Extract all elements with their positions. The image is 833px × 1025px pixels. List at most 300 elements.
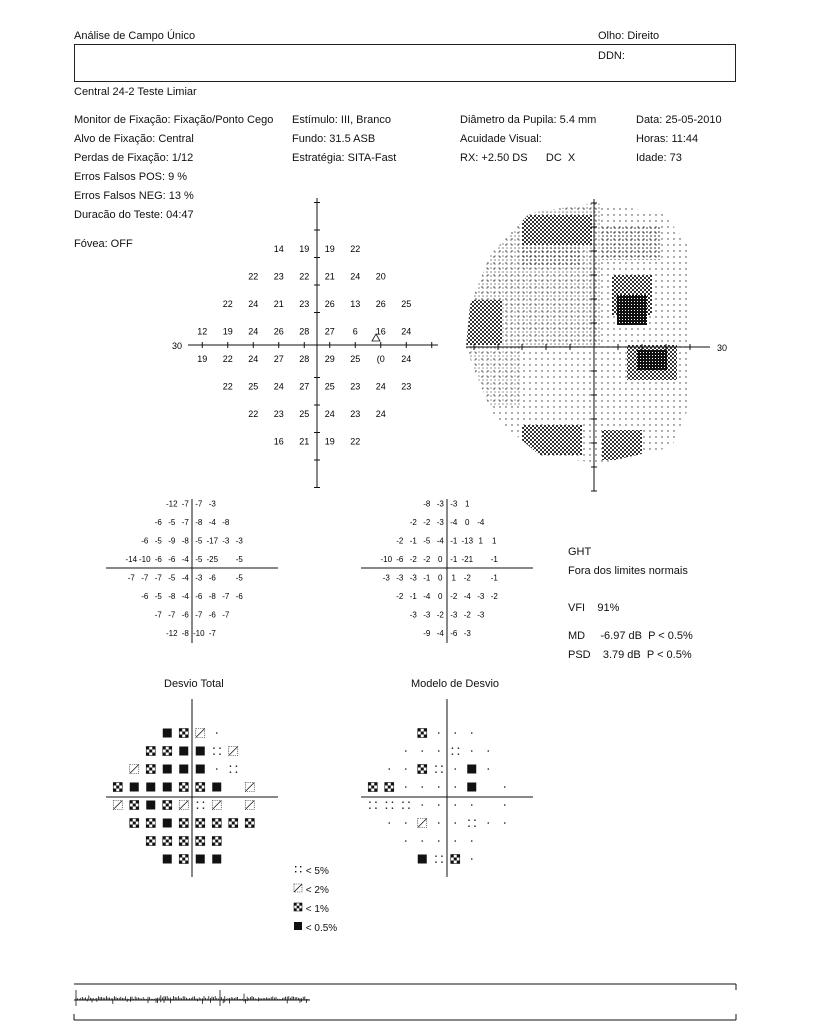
normal-dot (438, 804, 440, 806)
normal-dot (454, 732, 456, 734)
deviation-value: -12 (165, 628, 178, 638)
probability-symbol (163, 837, 172, 846)
deviation-value: 1 (451, 573, 456, 583)
deviation-value: -5 (154, 536, 162, 546)
probability-symbol (245, 801, 254, 810)
probability-symbol (213, 748, 220, 755)
probability-symbol (130, 783, 139, 792)
probability-symbol (113, 801, 122, 810)
normal-dot (471, 858, 473, 860)
threshold-value: 23 (273, 408, 284, 419)
probability-symbol (163, 801, 172, 810)
deviation-value: -2 (409, 554, 417, 564)
deviation-value: -3 (450, 499, 458, 509)
total-deviation-title: Desvio Total (164, 678, 224, 690)
deviation-value: -3 (235, 536, 243, 546)
ght-label: GHT (568, 546, 592, 558)
deviation-value: -3 (477, 610, 485, 620)
threshold-value: 16 (273, 436, 284, 447)
probability-symbol (179, 729, 188, 738)
threshold-value: 29 (324, 353, 335, 364)
normal-dot (471, 840, 473, 842)
probability-symbol (212, 801, 221, 810)
threshold-value: 22 (248, 408, 259, 419)
deviation-value: -6 (195, 591, 203, 601)
normal-dot (405, 840, 407, 842)
meta-strategy: Estratégia: SITA-Fast (292, 152, 397, 164)
threshold-value: 13 (350, 298, 361, 309)
meta-acuity: Acuidade Visual: (460, 133, 542, 145)
deviation-value: -13 (461, 536, 474, 546)
probability-symbol (179, 765, 188, 774)
probability-symbol (163, 783, 172, 792)
meta-fixation-monitor: Monitor de Fixação: Fixação/Ponto Cego (74, 114, 274, 126)
normal-dot (405, 822, 407, 824)
threshold-value: 22 (222, 381, 233, 392)
threshold-value: 26 (273, 326, 284, 337)
meta-date: Data: 25-05-2010 (636, 114, 722, 126)
threshold-value: 6 (352, 326, 358, 337)
threshold-value: 23 (350, 408, 361, 419)
probability-symbol (179, 855, 188, 864)
probability-symbol (146, 819, 155, 828)
patient-box (74, 44, 736, 82)
threshold-value: 22 (222, 298, 233, 309)
normal-dot (421, 840, 423, 842)
normal-dot (421, 804, 423, 806)
deviation-value: -1 (409, 536, 417, 546)
meta-time: Horas: 11:44 (636, 133, 699, 145)
deviation-value: -10 (380, 554, 393, 564)
threshold-value: 24 (401, 353, 412, 364)
deviation-value: -6 (168, 554, 176, 564)
report-title: Análise de Campo Único (74, 30, 196, 42)
vfi-value: VFI 91% (568, 602, 620, 614)
meta-background: Fundo: 31.5 ASB (292, 133, 376, 145)
normal-dot (454, 822, 456, 824)
probability-symbol (130, 801, 139, 810)
deviation-value: -5 (195, 536, 203, 546)
probability-legend (293, 862, 337, 938)
deviation-value: 0 (438, 554, 443, 564)
md-value: MD -6.97 dB P < 0.5% (568, 630, 693, 642)
legend-label: < 2% (305, 885, 329, 896)
threshold-value: 21 (273, 298, 284, 309)
deviation-value: -2 (463, 610, 471, 620)
deviation-value: 0 (438, 573, 443, 583)
probability-symbol (179, 783, 188, 792)
normal-dot (438, 822, 440, 824)
normal-dot (438, 840, 440, 842)
gaze-tracking-strip (70, 980, 750, 1025)
probability-symbol (163, 747, 172, 756)
normal-dot (421, 786, 423, 788)
probability-symbol (418, 855, 427, 864)
deviation-value: -4 (181, 554, 189, 564)
deviation-value: -4 (450, 517, 458, 527)
pattern-deviation-probability (355, 695, 540, 880)
deviation-value: -4 (477, 517, 485, 527)
threshold-value: 24 (273, 381, 284, 392)
deviation-value: -3 (382, 573, 390, 583)
deviation-value: -1 (490, 554, 498, 564)
deviation-value: -4 (181, 573, 189, 583)
deviation-value: -7 (181, 517, 189, 527)
threshold-map (160, 190, 450, 495)
probability-symbol (212, 855, 221, 864)
deviation-value: 1 (465, 499, 470, 509)
deviation-value: 1 (478, 536, 483, 546)
deviation-value: -9 (168, 536, 176, 546)
deviation-value: -1 (450, 536, 458, 546)
deviation-value: 0 (438, 591, 443, 601)
probability-symbol (196, 783, 205, 792)
probability-symbol (245, 783, 254, 792)
deviation-value: -3 (396, 573, 404, 583)
deviation-value: -3 (409, 610, 417, 620)
normal-dot (438, 786, 440, 788)
deviation-value: -3 (222, 536, 230, 546)
threshold-value: 25 (401, 298, 412, 309)
deviation-value: -2 (463, 573, 471, 583)
deviation-value: -6 (154, 554, 162, 564)
probability-symbol (212, 783, 221, 792)
deviation-value: -7 (222, 591, 230, 601)
deviation-value: -4 (436, 536, 444, 546)
meta-fixation-target: Alvo de Fixação: Central (74, 133, 194, 145)
deviation-value: -2 (490, 591, 498, 601)
deviation-value: -6 (181, 610, 189, 620)
meta-false-neg: Erros Falsos NEG: 13 % (74, 190, 194, 202)
probability-symbol (467, 765, 476, 774)
threshold-value: 14 (273, 243, 284, 254)
deviation-value: -4 (463, 591, 471, 601)
pattern-deviation-values (355, 495, 540, 645)
deviation-value: -6 (141, 536, 149, 546)
deviation-value: -8 (222, 517, 230, 527)
axis-label-right: 30 (717, 343, 728, 353)
meta-col-2 (292, 111, 396, 168)
axis-label-left: 30 (172, 341, 183, 351)
deviation-value: -7 (154, 573, 162, 583)
probability-symbol (435, 856, 442, 863)
legend-heavy-icon (293, 902, 303, 912)
probability-symbol (369, 802, 376, 809)
deviation-value: -7 (195, 499, 203, 509)
threshold-value: 28 (299, 326, 310, 337)
probability-symbol (368, 783, 377, 792)
total-deviation-values (100, 495, 285, 645)
meta-age: Idade: 73 (636, 152, 682, 164)
probability-symbol (386, 802, 393, 809)
threshold-value: 22 (248, 271, 259, 282)
probability-symbol (146, 837, 155, 846)
threshold-value: 24 (248, 353, 259, 364)
deviation-value: -3 (423, 610, 431, 620)
deviation-value: -4 (181, 591, 189, 601)
probability-symbol (245, 819, 254, 828)
probability-symbol (146, 783, 155, 792)
deviation-value: -9 (423, 628, 431, 638)
probability-symbol (467, 783, 476, 792)
deviation-value: -3 (195, 573, 203, 583)
deviation-value: -2 (423, 517, 431, 527)
threshold-value: 12 (197, 326, 208, 337)
probability-symbol (146, 801, 155, 810)
legend-item-1pct (293, 900, 337, 919)
deviation-value: -2 (450, 591, 458, 601)
pattern-deviation-title: Modelo de Desvio (411, 678, 500, 690)
deviation-value: -4 (436, 628, 444, 638)
deviation-value: -4 (208, 517, 216, 527)
probability-symbol (418, 729, 427, 738)
normal-dot (487, 768, 489, 770)
deviation-value: -2 (396, 591, 404, 601)
normal-dot (471, 732, 473, 734)
threshold-value: 25 (350, 353, 361, 364)
threshold-value: 19 (222, 326, 233, 337)
probability-symbol (230, 766, 237, 773)
ddn-label: DDN: (598, 50, 625, 62)
threshold-value: 24 (248, 298, 259, 309)
deviation-value: -21 (461, 554, 474, 564)
probability-symbol (163, 855, 172, 864)
probability-symbol (179, 819, 188, 828)
meta-col-3 (460, 111, 596, 168)
psd-value: PSD 3.79 dB P < 0.5% (568, 649, 692, 661)
threshold-value: 21 (324, 271, 335, 282)
deviation-value: -4 (423, 591, 431, 601)
probability-symbol (179, 801, 188, 810)
normal-dot (438, 732, 440, 734)
probability-symbol (163, 729, 172, 738)
deviation-value: -8 (181, 536, 189, 546)
deviation-value: -1 (409, 591, 417, 601)
deviation-value: -5 (235, 554, 243, 564)
threshold-value: 24 (375, 381, 386, 392)
deviation-value: -3 (409, 573, 417, 583)
deviation-value: -1 (450, 554, 458, 564)
deviation-value: -6 (208, 610, 216, 620)
deviation-value: -5 (154, 591, 162, 601)
threshold-value: 22 (350, 243, 361, 254)
normal-dot (216, 768, 218, 770)
deviation-value: -8 (423, 499, 431, 509)
deviation-value: -6 (450, 628, 458, 638)
probability-symbol (229, 819, 238, 828)
probability-symbol (229, 747, 238, 756)
deviation-value: -10 (192, 628, 205, 638)
probability-symbol (294, 903, 302, 911)
probability-symbol (418, 819, 427, 828)
threshold-value: 25 (299, 408, 310, 419)
probability-symbol (196, 837, 205, 846)
threshold-value: 23 (401, 381, 412, 392)
legend-label: < 1% (305, 904, 329, 915)
deviation-value: -2 (423, 554, 431, 564)
threshold-value: 22 (222, 353, 233, 364)
normal-dot (504, 786, 506, 788)
normal-dot (216, 732, 218, 734)
deviation-value: -3 (463, 628, 471, 638)
threshold-value: 27 (299, 381, 310, 392)
probability-symbol (130, 765, 139, 774)
probability-symbol (179, 747, 188, 756)
threshold-value: 19 (299, 243, 310, 254)
normal-dot (438, 750, 440, 752)
deviation-value: -6 (208, 573, 216, 583)
probability-symbol (146, 765, 155, 774)
probability-symbol (196, 729, 205, 738)
deviation-value: -6 (154, 517, 162, 527)
threshold-value: 26 (324, 298, 335, 309)
deviation-value: -7 (168, 610, 176, 620)
normal-dot (487, 822, 489, 824)
deviation-value: -2 (409, 517, 417, 527)
probability-symbol (196, 855, 205, 864)
meta-false-pos: Erros Falsos POS: 9 % (74, 171, 188, 183)
deviation-value: -7 (208, 628, 216, 638)
deviation-value: -2 (396, 536, 404, 546)
legend-item-2pct (293, 881, 337, 900)
normal-dot (471, 804, 473, 806)
meta-col-4 (636, 111, 722, 168)
deviation-value: -7 (127, 573, 135, 583)
deviation-value: -7 (141, 573, 149, 583)
threshold-value: 24 (248, 326, 259, 337)
legend-black-icon (293, 921, 303, 931)
deviation-value: -8 (208, 591, 216, 601)
meta-rx: RX: +2.50 DS DC X (460, 152, 576, 164)
probability-symbol (163, 819, 172, 828)
deviation-value: -6 (396, 554, 404, 564)
probability-symbol (294, 922, 302, 930)
meta-fovea: Fóvea: OFF (74, 238, 133, 250)
probability-symbol (418, 765, 427, 774)
threshold-value: 23 (350, 381, 361, 392)
probability-symbol (179, 837, 188, 846)
normal-dot (471, 750, 473, 752)
threshold-value: 27 (324, 326, 335, 337)
threshold-value: 22 (299, 271, 310, 282)
deviation-value: -6 (141, 591, 149, 601)
deviation-value: -2 (436, 610, 444, 620)
deviation-value: -8 (195, 517, 203, 527)
threshold-value: 21 (299, 436, 310, 447)
normal-dot (405, 750, 407, 752)
threshold-value: 25 (248, 381, 259, 392)
normal-dot (405, 786, 407, 788)
threshold-value: 19 (197, 353, 208, 364)
threshold-value: 25 (324, 381, 335, 392)
threshold-value: 24 (324, 408, 335, 419)
threshold-value: 22 (350, 436, 361, 447)
normal-dot (388, 768, 390, 770)
legend-label: < 5% (305, 866, 329, 877)
threshold-value: 19 (324, 243, 335, 254)
deviation-value: -5 (195, 554, 203, 564)
ght-value: Fora dos limites normais (568, 565, 688, 577)
deviation-value: -5 (168, 573, 176, 583)
deviation-value: -10 (138, 554, 151, 564)
meta-stimulus: Estímulo: III, Branco (292, 114, 392, 126)
test-name: Central 24-2 Teste Limiar (74, 86, 197, 98)
probability-symbol (130, 819, 139, 828)
probability-symbol (452, 748, 459, 755)
threshold-value: 20 (375, 271, 386, 282)
deviation-value: -5 (235, 573, 243, 583)
deviation-value: -25 (206, 554, 219, 564)
threshold-value: (0 (376, 353, 385, 364)
probability-symbol (294, 884, 302, 892)
probability-symbol (385, 783, 394, 792)
deviation-value: -7 (195, 610, 203, 620)
legend-item-5pct (293, 862, 337, 881)
probability-symbol (435, 766, 442, 773)
probability-symbol (146, 747, 155, 756)
deviation-value: 0 (465, 517, 470, 527)
normal-dot (487, 750, 489, 752)
deviation-value: -5 (168, 517, 176, 527)
probability-symbol (197, 802, 204, 809)
deviation-value: -5 (423, 536, 431, 546)
normal-dot (454, 768, 456, 770)
grayscale-map (462, 195, 742, 495)
threshold-value: 16 (375, 326, 386, 337)
probability-symbol (451, 855, 460, 864)
probability-symbol (196, 747, 205, 756)
deviation-value: -6 (235, 591, 243, 601)
threshold-value: 23 (299, 298, 310, 309)
deviation-value: -3 (436, 517, 444, 527)
probability-symbol (402, 802, 409, 809)
normal-dot (454, 840, 456, 842)
normal-dot (405, 768, 407, 770)
total-deviation-probability (100, 695, 285, 880)
normal-dot (504, 804, 506, 806)
probability-symbol (468, 820, 475, 827)
threshold-value: 24 (375, 408, 386, 419)
probability-symbol (212, 819, 221, 828)
threshold-value: 24 (401, 326, 412, 337)
deviation-value: -3 (477, 591, 485, 601)
probability-symbol (196, 819, 205, 828)
probability-symbol (196, 765, 205, 774)
probability-symbol (113, 783, 122, 792)
normal-dot (388, 822, 390, 824)
probability-symbol (212, 837, 221, 846)
probability-symbol (295, 866, 301, 872)
normal-dot (421, 750, 423, 752)
deviation-value: -8 (168, 591, 176, 601)
deviation-value: -12 (165, 499, 178, 509)
normal-dot (504, 822, 506, 824)
deviation-value: -7 (154, 610, 162, 620)
deviation-value: -1 (423, 573, 431, 583)
threshold-value: 26 (375, 298, 386, 309)
deviation-value: -3 (436, 499, 444, 509)
threshold-value: 27 (273, 353, 284, 364)
deviation-value: 1 (492, 536, 497, 546)
legend-label: < 0.5% (305, 923, 338, 934)
deviation-value: -1 (490, 573, 498, 583)
deviation-value: -7 (222, 610, 230, 620)
threshold-value: 28 (299, 353, 310, 364)
probability-symbol (163, 765, 172, 774)
meta-pupil: Diâmetro da Pupila: 5.4 mm (460, 114, 597, 126)
threshold-value: 24 (350, 271, 361, 282)
normal-dot (454, 804, 456, 806)
